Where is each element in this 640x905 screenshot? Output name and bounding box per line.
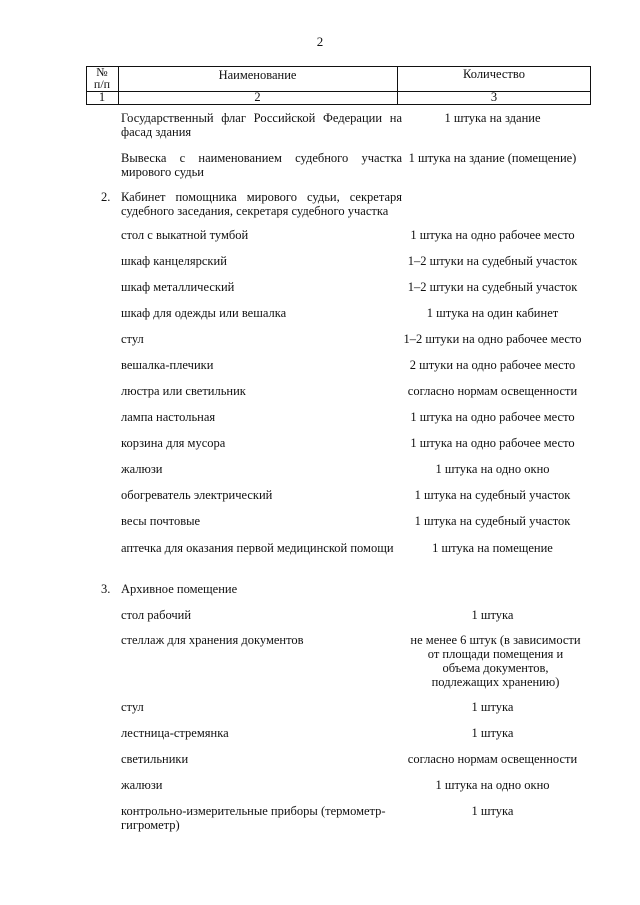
item-quantity: 1 штука на судебный участок xyxy=(414,488,571,502)
item-name: люстра или светильник xyxy=(121,384,246,398)
header-index-1: 1 xyxy=(98,90,106,104)
section-number: 2. xyxy=(101,190,111,204)
item-quantity: 1 штука на здание (помещение) xyxy=(408,151,577,165)
item-quantity: согласно нормам освещенности xyxy=(407,384,578,398)
header-col-number-line1: № xyxy=(96,65,108,79)
header-col-number-line2: п/п xyxy=(93,77,111,91)
item-name: шкаф канцелярский xyxy=(121,254,227,268)
item-name: стеллаж для хранения документов xyxy=(121,633,304,647)
item-quantity: 2 штуки на одно рабочее место xyxy=(409,358,576,372)
item-name: шкаф металлический xyxy=(121,280,235,294)
item-name: лестница-стремянка xyxy=(121,726,229,740)
table-header xyxy=(86,66,591,105)
item-name: лампа настольная xyxy=(121,410,216,424)
header-col-name: Наименование xyxy=(218,68,297,82)
item-quantity: не менее 6 штук (в зависимости от площади помещения и объема документов, подлежащих хранению) xyxy=(410,633,581,689)
item-quantity: 1 штука на одно рабочее место xyxy=(410,228,575,242)
item-name: весы почтовые xyxy=(121,514,201,528)
item-name: стол с выкатной тумбой xyxy=(121,228,249,242)
item-quantity: 1 штука xyxy=(471,608,514,622)
item-quantity: 1 штука xyxy=(471,804,514,818)
item-name: стол рабочий xyxy=(121,608,192,622)
item-quantity: 1–2 штуки на судебный участок xyxy=(407,280,578,294)
item-name: Вывеска с наименованием судебного участка мирового судьи xyxy=(121,151,402,179)
header-col-quantity: Количество xyxy=(463,67,525,81)
item-quantity: 1–2 штуки на судебный участок xyxy=(407,254,578,268)
section-number: 3. xyxy=(101,582,111,596)
item-name: стул xyxy=(121,700,144,714)
item-name: аптечка для оказания первой медицинской помощи xyxy=(121,541,394,555)
page-number: 2 xyxy=(316,34,324,49)
item-quantity: 1 штука на одно окно xyxy=(435,462,550,476)
item-name: шкаф для одежды или вешалка xyxy=(121,306,287,320)
item-quantity: 1 штука на одно окно xyxy=(435,778,550,792)
item-quantity: 1 штука на один кабинет xyxy=(426,306,559,320)
section-title: Архивное помещение xyxy=(121,582,238,596)
item-name: обогреватель электрический xyxy=(121,488,273,502)
item-name: стул xyxy=(121,332,144,346)
header-index-3: 3 xyxy=(490,90,498,104)
item-quantity: 1–2 штуки на одно рабочее место xyxy=(403,332,582,346)
item-quantity: 1 штука на одно рабочее место xyxy=(410,410,575,424)
item-name: жалюзи xyxy=(121,462,163,476)
header-bottom-border xyxy=(86,104,591,105)
item-quantity: 1 штука на судебный участок xyxy=(414,514,571,528)
item-name: корзина для мусора xyxy=(121,436,226,450)
item-name: жалюзи xyxy=(121,778,163,792)
item-name: Государственный флаг Российской Федерации на фасад здания xyxy=(121,111,402,139)
header-index-2: 2 xyxy=(254,90,261,104)
item-name: вешалка-плечики xyxy=(121,358,214,372)
section-title: Кабинет помощника мирового судьи, секретаря судебного заседания, секретаря судебного участка xyxy=(121,190,402,218)
item-quantity: 1 штука xyxy=(471,700,514,714)
header-col-number xyxy=(86,66,118,90)
item-quantity: согласно нормам освещенности xyxy=(407,752,578,766)
item-name: светильники xyxy=(121,752,189,766)
item-quantity: 1 штука на здание xyxy=(444,111,541,125)
item-quantity: 1 штука на одно рабочее место xyxy=(410,436,575,450)
item-quantity: 1 штука xyxy=(471,726,514,740)
item-quantity: 1 штука на помещение xyxy=(432,541,553,555)
item-name: контрольно-измерительные приборы (термометр-гигрометр) xyxy=(121,804,386,832)
